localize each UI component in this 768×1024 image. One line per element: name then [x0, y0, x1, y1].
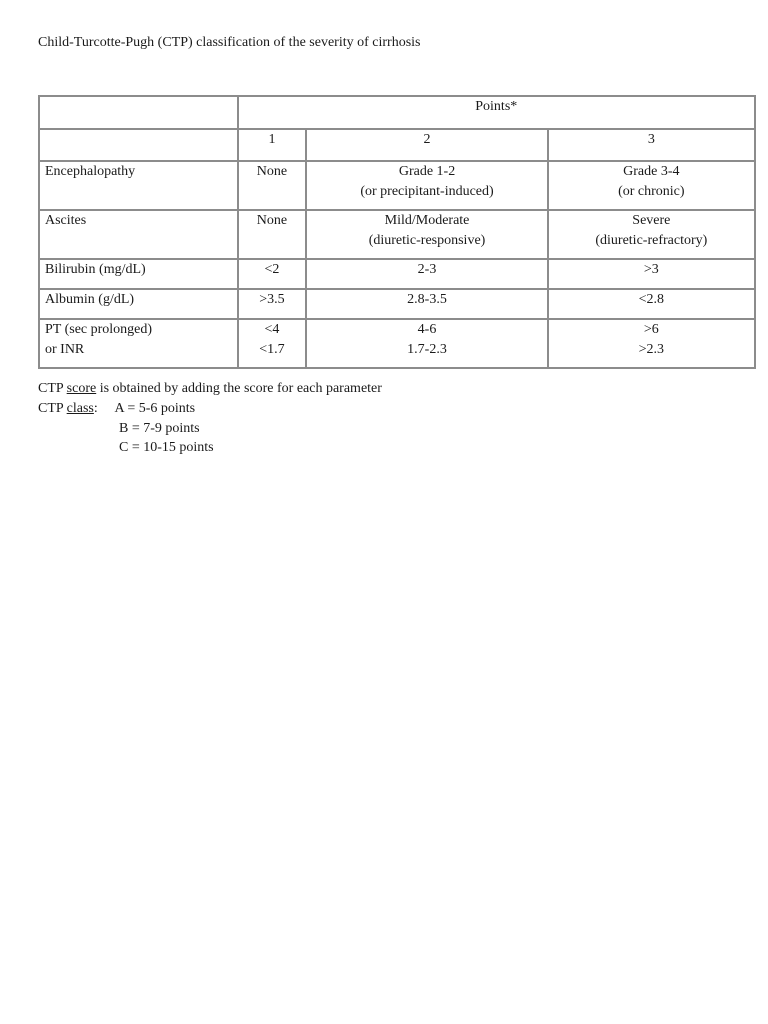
row-label: PT (sec prolonged) or INR: [39, 319, 238, 368]
cell-3-points: Severe (diuretic-refractory): [548, 210, 755, 259]
cell-1-point: <4 <1.7: [238, 319, 307, 368]
points-column-3: 3: [548, 129, 755, 161]
row-label: Encephalopathy: [39, 161, 238, 210]
table-header-row: [39, 96, 755, 129]
ctp-classification-table: [38, 95, 756, 369]
class-term: class: [66, 400, 94, 416]
cell-3-points: <2.8: [548, 289, 755, 319]
score-term: score: [66, 381, 97, 396]
table-row-albumin: [39, 289, 755, 319]
points-column-1: 1: [238, 129, 307, 161]
cell-3-points: Grade 3-4 (or chronic): [548, 161, 755, 210]
header-empty-cell: [39, 96, 238, 129]
cell-2-points: Mild/Moderate (diuretic-responsive): [306, 210, 547, 259]
cell-3-points: >6 >2.3: [548, 319, 755, 368]
score-note-line: CTP score is obtained by adding the score for each parameter: [38, 381, 382, 396]
table-row-encephalopathy: [39, 161, 755, 210]
table-row-bilirubin: [39, 259, 755, 289]
cell-1-point: None: [238, 210, 307, 259]
class-b: B = 7-9 points: [119, 420, 200, 436]
row-label: Albumin (g/dL): [39, 289, 238, 319]
cell-2-points: 4-6 1.7-2.3: [306, 319, 547, 368]
cell-2-points: Grade 1-2 (or precipitant-induced): [306, 161, 547, 210]
cell-1-point: None: [238, 161, 307, 210]
document-title: Child-Turcotte-Pugh (CTP) classification of the severity of cirrhosis: [38, 35, 421, 50]
row-label: Ascites: [39, 210, 238, 259]
table-subheader-row: [39, 129, 755, 161]
cell-2-points: 2.8-3.5: [306, 289, 547, 319]
class-note-line: CTP class: A = 5-6 points: [38, 400, 196, 416]
cell-1-point: >3.5: [238, 289, 307, 319]
subheader-empty-cell: [39, 129, 238, 161]
points-column-2: 2: [306, 129, 547, 161]
score-notes: [38, 379, 382, 458]
table-row-pt-inr: [39, 319, 755, 368]
cell-2-points: 2-3: [306, 259, 547, 289]
table-row-ascites: [39, 210, 755, 259]
cell-3-points: >3: [548, 259, 755, 289]
row-label: Bilirubin (mg/dL): [39, 259, 238, 289]
class-a: A = 5-6 points: [114, 400, 196, 416]
cell-1-point: <2: [238, 259, 307, 289]
class-c: C = 10-15 points: [119, 440, 214, 456]
points-header: Points*: [238, 96, 755, 129]
